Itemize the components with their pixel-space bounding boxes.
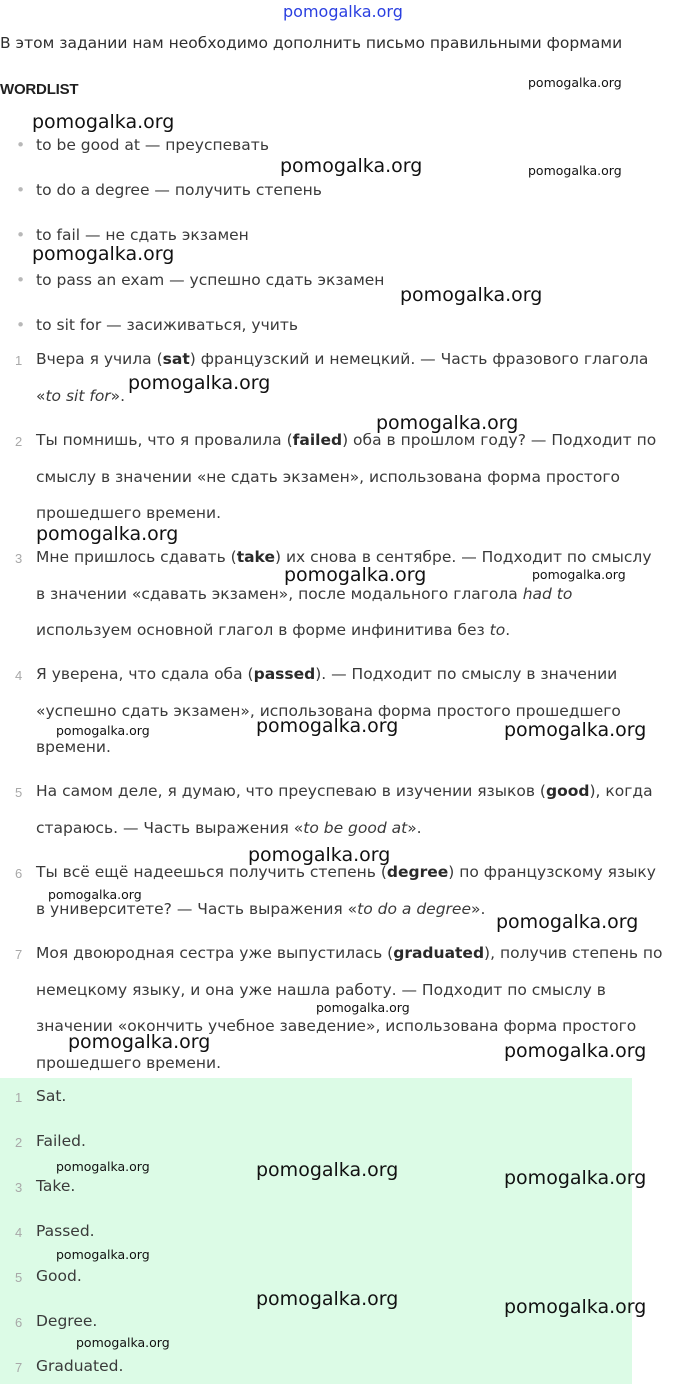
item-number: 4 bbox=[15, 668, 23, 683]
explanation-line: «успешно сдать экзамен», использована форма простого прошедшего bbox=[36, 701, 621, 720]
top-site-link[interactable]: pomogalka.org bbox=[283, 2, 403, 21]
item-number: 3 bbox=[15, 551, 23, 566]
answer-number: 3 bbox=[15, 1180, 23, 1195]
item-number: 6 bbox=[15, 866, 23, 881]
explanation-line: используем основной глагол в форме инфинитива без to. bbox=[36, 621, 511, 639]
explanation-line: прошедшего времени. bbox=[36, 504, 222, 522]
wordlist-title: WORDLIST bbox=[0, 81, 79, 98]
watermark-text: pomogalka.org bbox=[56, 723, 150, 738]
explanation-line: немецкому языку, и она уже нашла работу. — Подходит по смыслу в bbox=[36, 980, 606, 999]
wordlist-item: • to pass an exam — успешно сдать экзамен bbox=[16, 271, 385, 289]
item-number: 2 bbox=[15, 434, 23, 449]
watermark-text: pomogalka.org bbox=[248, 844, 391, 866]
explanation-line: стараюсь. — Часть выражения «to be good at». bbox=[36, 818, 422, 837]
watermark-text: pomogalka.org bbox=[316, 1000, 410, 1015]
watermark-text: pomogalka.org bbox=[36, 523, 179, 545]
explanation-line: Мне пришлось сдавать (take) их снова в сентябре. — Подходит по смыслу bbox=[36, 548, 652, 566]
watermark-text: pomogalka.org bbox=[496, 911, 639, 933]
answer-text: Graduated. bbox=[36, 1357, 124, 1375]
watermark-text: pomogalka.org bbox=[376, 412, 519, 434]
explanation-line: Моя двоюродная сестра уже выпустилась (graduated), получив степень по bbox=[36, 944, 663, 962]
item-number: 7 bbox=[15, 947, 23, 962]
watermark-text: pomogalka.org bbox=[128, 372, 271, 394]
answer-number: 5 bbox=[15, 1270, 23, 1285]
bullet-icon: • bbox=[16, 316, 26, 334]
watermark-text: pomogalka.org bbox=[76, 1335, 170, 1350]
explanation-line: «to sit for». bbox=[36, 386, 126, 405]
explanation-line: времени. bbox=[36, 738, 111, 756]
bullet-icon: • bbox=[16, 271, 26, 289]
answer-number: 2 bbox=[15, 1135, 23, 1150]
explanation-line: Ты помнишь, что я провалила (failed) оба в прошлом году? — Подходит по bbox=[36, 431, 657, 449]
watermark-text: pomogalka.org bbox=[280, 155, 423, 177]
explanation-line: На самом деле, я думаю, что преуспеваю в изучении языков (good), когда bbox=[36, 782, 653, 800]
explanation-line: Вчера я учила (sat) французский и немецкий. — Часть фразового глагола bbox=[36, 350, 649, 368]
watermark-text: pomogalka.org bbox=[504, 1296, 647, 1318]
answer-number: 1 bbox=[15, 1090, 23, 1105]
explanation-line: в значении «сдавать экзамен», после модального глагола had to bbox=[36, 584, 573, 603]
watermark-text: pomogalka.org bbox=[504, 719, 647, 741]
intro-text: В этом задании нам необходимо дополнить письмо правильными формами bbox=[0, 34, 623, 52]
explanation-line: в университете? — Часть выражения «to do a degree». bbox=[36, 899, 486, 918]
watermark-text: pomogalka.org bbox=[528, 75, 622, 90]
item-number: 5 bbox=[15, 785, 23, 800]
wordlist-item: • to sit for — засиживаться, учить bbox=[16, 316, 298, 334]
watermark-text: pomogalka.org bbox=[56, 1159, 150, 1174]
watermark-text: pomogalka.org bbox=[504, 1040, 647, 1062]
bullet-icon: • bbox=[16, 136, 26, 154]
watermark-text: pomogalka.org bbox=[400, 284, 543, 306]
item-number: 1 bbox=[15, 353, 23, 368]
answer-number: 6 bbox=[15, 1315, 23, 1330]
explanation-line: Ты всё ещё надеешься получить степень (degree) по французскому языку bbox=[36, 863, 656, 881]
wordlist-item: • to fail — не сдать экзамен bbox=[16, 226, 249, 244]
watermark-text: pomogalka.org bbox=[504, 1167, 647, 1189]
bullet-icon: • bbox=[16, 181, 26, 199]
watermark-text: pomogalka.org bbox=[68, 1031, 211, 1053]
explanation-line: смыслу в значении «не сдать экзамен», использована форма простого bbox=[36, 467, 621, 486]
explanation-line: Я уверена, что сдала оба (passed). — Подходит по смыслу в значении bbox=[36, 665, 618, 683]
watermark-text: pomogalka.org bbox=[256, 715, 399, 737]
watermark-text: pomogalka.org bbox=[284, 564, 427, 586]
answer-text: Take. bbox=[36, 1177, 76, 1195]
bullet-icon: • bbox=[16, 226, 26, 244]
watermark-text: pomogalka.org bbox=[48, 887, 142, 902]
explanation-line: прошедшего времени. bbox=[36, 1053, 222, 1072]
watermark-text: pomogalka.org bbox=[532, 567, 626, 582]
answer-number: 4 bbox=[15, 1225, 23, 1240]
answer-text: Degree. bbox=[36, 1312, 98, 1330]
watermark-text: pomogalka.org bbox=[32, 243, 175, 265]
wordlist-item: • to do a degree — получить степень bbox=[16, 181, 322, 199]
explanation-line: значении «окончить учебное заведение», использована форма простого bbox=[36, 1017, 637, 1035]
answer-text: Passed. bbox=[36, 1222, 95, 1240]
watermark-text: pomogalka.org bbox=[32, 111, 175, 133]
watermark-text: pomogalka.org bbox=[256, 1288, 399, 1310]
answer-text: Failed. bbox=[36, 1132, 86, 1150]
answer-text: Good. bbox=[36, 1267, 82, 1285]
answer-number: 7 bbox=[15, 1360, 23, 1375]
answer-text: Sat. bbox=[36, 1087, 67, 1105]
wordlist-item: • to be good at — преуспевать bbox=[16, 136, 269, 154]
watermark-text: pomogalka.org bbox=[56, 1247, 150, 1262]
watermark-text: pomogalka.org bbox=[256, 1159, 399, 1181]
watermark-text: pomogalka.org bbox=[528, 163, 622, 178]
